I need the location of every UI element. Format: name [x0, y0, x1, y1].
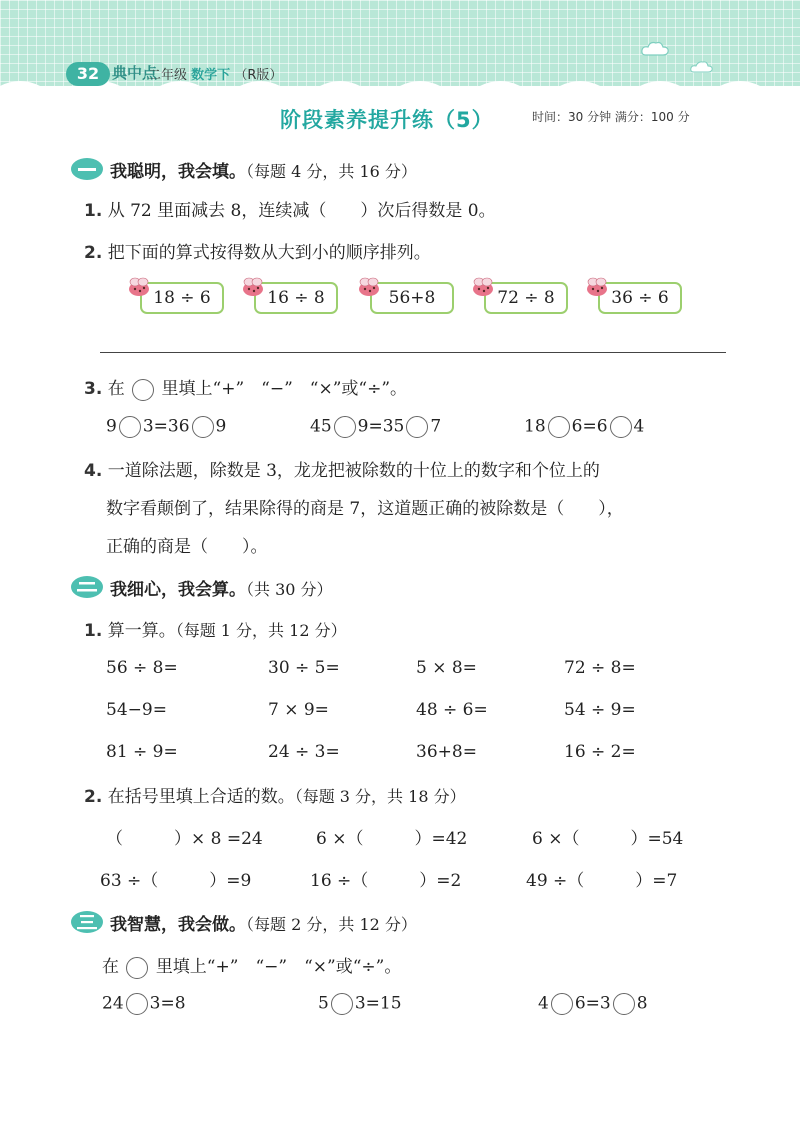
- operand: 7: [430, 416, 442, 437]
- fill-blank-item[interactable]: 6 ×（ ）=42: [316, 829, 468, 849]
- question-number: 2.: [84, 787, 103, 807]
- operand: 8: [636, 993, 648, 1014]
- bee-icon: [240, 276, 266, 298]
- calc-item[interactable]: 16 ÷ 2=: [564, 742, 636, 762]
- expression-box: 18 ÷ 6: [140, 282, 224, 314]
- operand: 3=36: [142, 416, 190, 437]
- question-1-3: [84, 374, 407, 401]
- operand: 3=15: [354, 993, 402, 1014]
- answer-circle[interactable]: [119, 416, 141, 438]
- question-1-1: [84, 196, 496, 221]
- answer-circle[interactable]: [548, 416, 570, 438]
- answer-circle[interactable]: [551, 993, 573, 1015]
- question-1-4: [84, 456, 600, 481]
- subject-label: 数学下: [191, 68, 231, 83]
- question-text-line1: 一道除法题，除数是 3，龙龙把被除数的十位上的数字和个位上的: [107, 461, 600, 481]
- bee-icon: [470, 276, 496, 298]
- section-2-title: [110, 575, 333, 600]
- calc-item[interactable]: 36+8=: [416, 742, 477, 762]
- expression-box: 72 ÷ 8: [484, 282, 568, 314]
- calc-item[interactable]: 24 ÷ 3=: [268, 742, 340, 762]
- question-text: 在括号里填上合适的数。: [107, 787, 295, 807]
- time-info: 时间：30 分钟 满分：100 分: [532, 110, 690, 124]
- question-number: 3.: [84, 379, 103, 399]
- calc-item[interactable]: 81 ÷ 9=: [106, 742, 178, 762]
- fill-row-4: [102, 993, 186, 1015]
- answer-circle[interactable]: [334, 416, 356, 438]
- operand: 4: [633, 416, 645, 437]
- bee-icon: [584, 276, 610, 298]
- answer-line[interactable]: [100, 352, 726, 353]
- question-text-pre: 在: [107, 379, 125, 399]
- question-text: 算一算。: [107, 621, 176, 641]
- section-1-note: （每题 4 分，共 16 分）: [246, 162, 417, 181]
- question-2-2: [84, 782, 466, 807]
- answer-circle: [132, 379, 154, 401]
- section-3-instruction: [102, 952, 401, 979]
- question-text-line2: 数字看颠倒了，结果除得的商是 7，这道题正确的被除数是（ ），: [106, 499, 624, 519]
- question-text-line3: 正确的商是（ ）。: [106, 537, 268, 557]
- section-number-icon: [70, 157, 104, 181]
- section-number-icon: [70, 910, 104, 934]
- bee-icon: [126, 276, 152, 298]
- section-number-icon: [70, 575, 104, 599]
- fill-row-3: [524, 416, 644, 438]
- section-2-note: （共 30 分）: [246, 580, 333, 599]
- fill-blank-item[interactable]: （ ）× 8 =24: [106, 829, 263, 849]
- operand: 45: [310, 416, 332, 437]
- section-3-title: [110, 910, 417, 935]
- section-3-heading: 我智慧，我会做。: [110, 915, 246, 935]
- fill-row-2: [310, 416, 441, 438]
- page-number-badge: 32: [66, 62, 110, 86]
- fill-blank-item[interactable]: 49 ÷（ ）=7: [526, 871, 678, 891]
- calc-item[interactable]: 72 ÷ 8=: [564, 658, 636, 678]
- section-1-heading: 我聪明，我会填。: [110, 162, 246, 182]
- fill-row-1: [106, 416, 226, 438]
- operand: 4: [538, 993, 549, 1014]
- question-text-post: 里填上“+” “−” “×”或“÷”。: [161, 379, 408, 399]
- operand: 6=3: [574, 993, 611, 1014]
- section-2-heading: 我细心，我会算。: [110, 580, 246, 600]
- question-text-post: 里填上“+” “−” “×”或“÷”。: [155, 957, 402, 977]
- operand: 9=35: [357, 416, 405, 437]
- expression-box: 16 ÷ 8: [254, 282, 338, 314]
- fill-blank-item[interactable]: 63 ÷（ ）=9: [100, 871, 252, 891]
- brand-logo: 典中点: [112, 64, 158, 82]
- question-note: （每题 3 分，共 18 分）: [294, 787, 466, 806]
- answer-circle[interactable]: [192, 416, 214, 438]
- operand: 9: [106, 416, 117, 437]
- calc-item[interactable]: 30 ÷ 5=: [268, 658, 340, 678]
- edition-label: （R版）: [234, 68, 283, 83]
- fill-blank-item[interactable]: 6 ×（ ）=54: [532, 829, 684, 849]
- operand: 5: [318, 993, 329, 1014]
- cloud-icon: [640, 40, 670, 58]
- question-note: （每题 1 分，共 12 分）: [175, 621, 347, 640]
- section-3-note: （每题 2 分，共 12 分）: [246, 915, 417, 934]
- calc-item[interactable]: 7 × 9=: [268, 700, 329, 720]
- operand: 18: [524, 416, 546, 437]
- expression-box: 56+8: [370, 282, 454, 314]
- answer-circle[interactable]: [610, 416, 632, 438]
- operand: 3=8: [149, 993, 186, 1014]
- calc-item[interactable]: 5 × 8=: [416, 658, 477, 678]
- question-2-1: [84, 616, 347, 641]
- operand: 9: [215, 416, 227, 437]
- bee-icon: [356, 276, 382, 298]
- question-text: 从 72 里面减去 8，连续减（ ）次后得数是 0。: [107, 201, 496, 221]
- fill-row-6: [538, 993, 648, 1015]
- question-text-pre: 在: [102, 957, 119, 977]
- question-1-2: [84, 238, 431, 263]
- question-number: 2.: [84, 243, 103, 263]
- fill-blank-item[interactable]: 16 ÷（ ）=2: [310, 871, 462, 891]
- answer-circle[interactable]: [331, 993, 353, 1015]
- fill-row-5: [318, 993, 402, 1015]
- page-title: 阶段素养提升练（5）: [280, 108, 494, 132]
- operand: 6=6: [571, 416, 608, 437]
- book-title: [148, 64, 282, 83]
- cloud-icon: [690, 60, 714, 74]
- answer-circle[interactable]: [406, 416, 428, 438]
- question-text: 把下面的算式按得数从大到小的顺序排列。: [107, 243, 431, 263]
- question-number: 4.: [84, 461, 103, 481]
- calc-item[interactable]: 54 ÷ 9=: [564, 700, 636, 720]
- question-number: 1.: [84, 621, 103, 641]
- calc-item[interactable]: 48 ÷ 6=: [416, 700, 488, 720]
- answer-circle[interactable]: [613, 993, 635, 1015]
- answer-circle[interactable]: [126, 993, 148, 1015]
- answer-circle: [126, 957, 148, 979]
- grade-label: 二年级: [148, 68, 188, 83]
- section-1-title: [110, 157, 417, 182]
- calc-item[interactable]: 56 ÷ 8=: [106, 658, 178, 678]
- operand: 24: [102, 993, 124, 1014]
- expression-box: 36 ÷ 6: [598, 282, 682, 314]
- question-number: 1.: [84, 201, 103, 221]
- calc-item[interactable]: 54−9=: [106, 700, 167, 720]
